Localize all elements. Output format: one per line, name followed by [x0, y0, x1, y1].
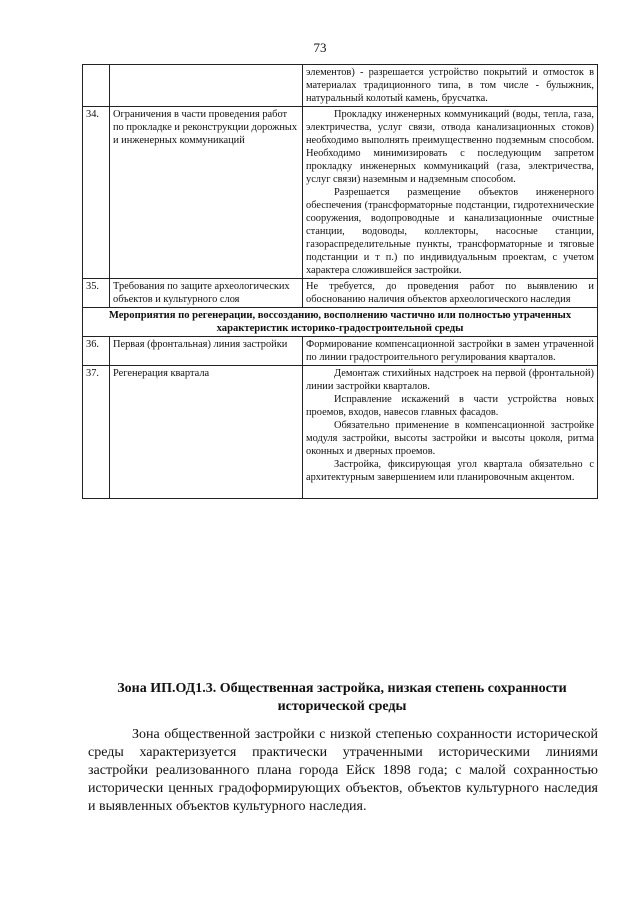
row-description [303, 337, 598, 366]
table-row [83, 279, 598, 308]
table-row [83, 337, 598, 366]
description-paragraph: Демонтаж стихийных надстроек на первой (фронтальной) линии застройки кварталов. [306, 368, 594, 392]
description-paragraph: Обязательно применение в компенсационной застройке модуля застройки, высоты застройки и высоты цоколя, ритма оконных и дверных проемов. [306, 420, 594, 457]
description-paragraph: Формирование компенсационной застройки в замен утраченной по линии градостроительного регулирования кварталов. [306, 339, 594, 363]
row-name: Ограничения в части проведения работ по прокладке и реконструкции дорожных и инженерных коммуникаций [110, 107, 303, 279]
description-paragraph: Не требуется, до проведения работ по выявлению и обоснованию наличия объектов археологического наследия [306, 281, 594, 305]
row-description [303, 65, 598, 107]
row-name: Требования по защите археологических объектов и культурного слоя [110, 279, 303, 308]
row-number [83, 65, 110, 107]
row-number: 36. [83, 337, 110, 366]
row-name: Первая (фронтальная) линия застройки [110, 337, 303, 366]
description-paragraph: Прокладку инженерных коммуникаций (воды, тепла, газа, электричества, услуг связи, отвода канализационных стоков) необходимо выполнять преимущественно подземным способом. Необходимо минимизировать с последующим запретом прокладку инженерных коммуникаций (газа, электричества, услуг связи) наземным и надземным способом. [306, 109, 594, 185]
section-heading: Мероприятия по регенерации, воссозданию, восполнению частично или полностью утраченных характеристик историко-градостроительной среды [83, 308, 598, 337]
zone-description: Зона общественной застройки с низкой степенью сохранности исторической среды характеризуется практически утраченными историческими линиями застройки реализованного плана города Ейск 1898 года; с малой сохранностью исторически ценных градоформирующих объектов, объектов культурного наследия и выявленных объектов культурного наследия. [88, 727, 598, 814]
zone-heading: Зона ИП.ОД1.3. Общественная застройка, низкая степень сохранности исторической среды [117, 681, 567, 714]
page-number: 73 [313, 40, 327, 55]
cell-spacer [306, 484, 594, 497]
description-paragraph: Исправление искажений в части устройства новых проемов, входов, навесов главных фасадов. [306, 394, 594, 418]
row-description [303, 366, 598, 499]
section-heading-row [83, 308, 598, 337]
row-number: 34. [83, 107, 110, 279]
row-number: 37. [83, 366, 110, 499]
description-paragraph: Застройка, фиксирующая угол квартала обязательно с архитектурным завершением или планировочным акцентом. [306, 459, 594, 483]
row-number: 35. [83, 279, 110, 308]
row-description [303, 107, 598, 279]
row-name: Регенерация квартала [110, 366, 303, 499]
regulations-table [82, 64, 598, 499]
table-row [83, 366, 598, 499]
table-row [83, 107, 598, 279]
row-name [110, 65, 303, 107]
description-paragraph: элементов) - разрешается устройство покрытий и отмосток в материалах традиционного типа, в том числе - булыжник, натуральный колотый камень, брусчатка. [306, 67, 594, 104]
table-row [83, 65, 598, 107]
row-description [303, 279, 598, 308]
description-paragraph: Разрешается размещение объектов инженерного обеспечения (трансформаторные подстанции, гидротехнические сооружения, водопроводные и канализационные очистные станции, водоводы, коллекторы, насосные станции, газораспределительные пункты, трансформаторные и тяговые подстанции и т п.) по индивидуальным проектам, с учетом характера сложившейся застройки. [306, 187, 594, 276]
